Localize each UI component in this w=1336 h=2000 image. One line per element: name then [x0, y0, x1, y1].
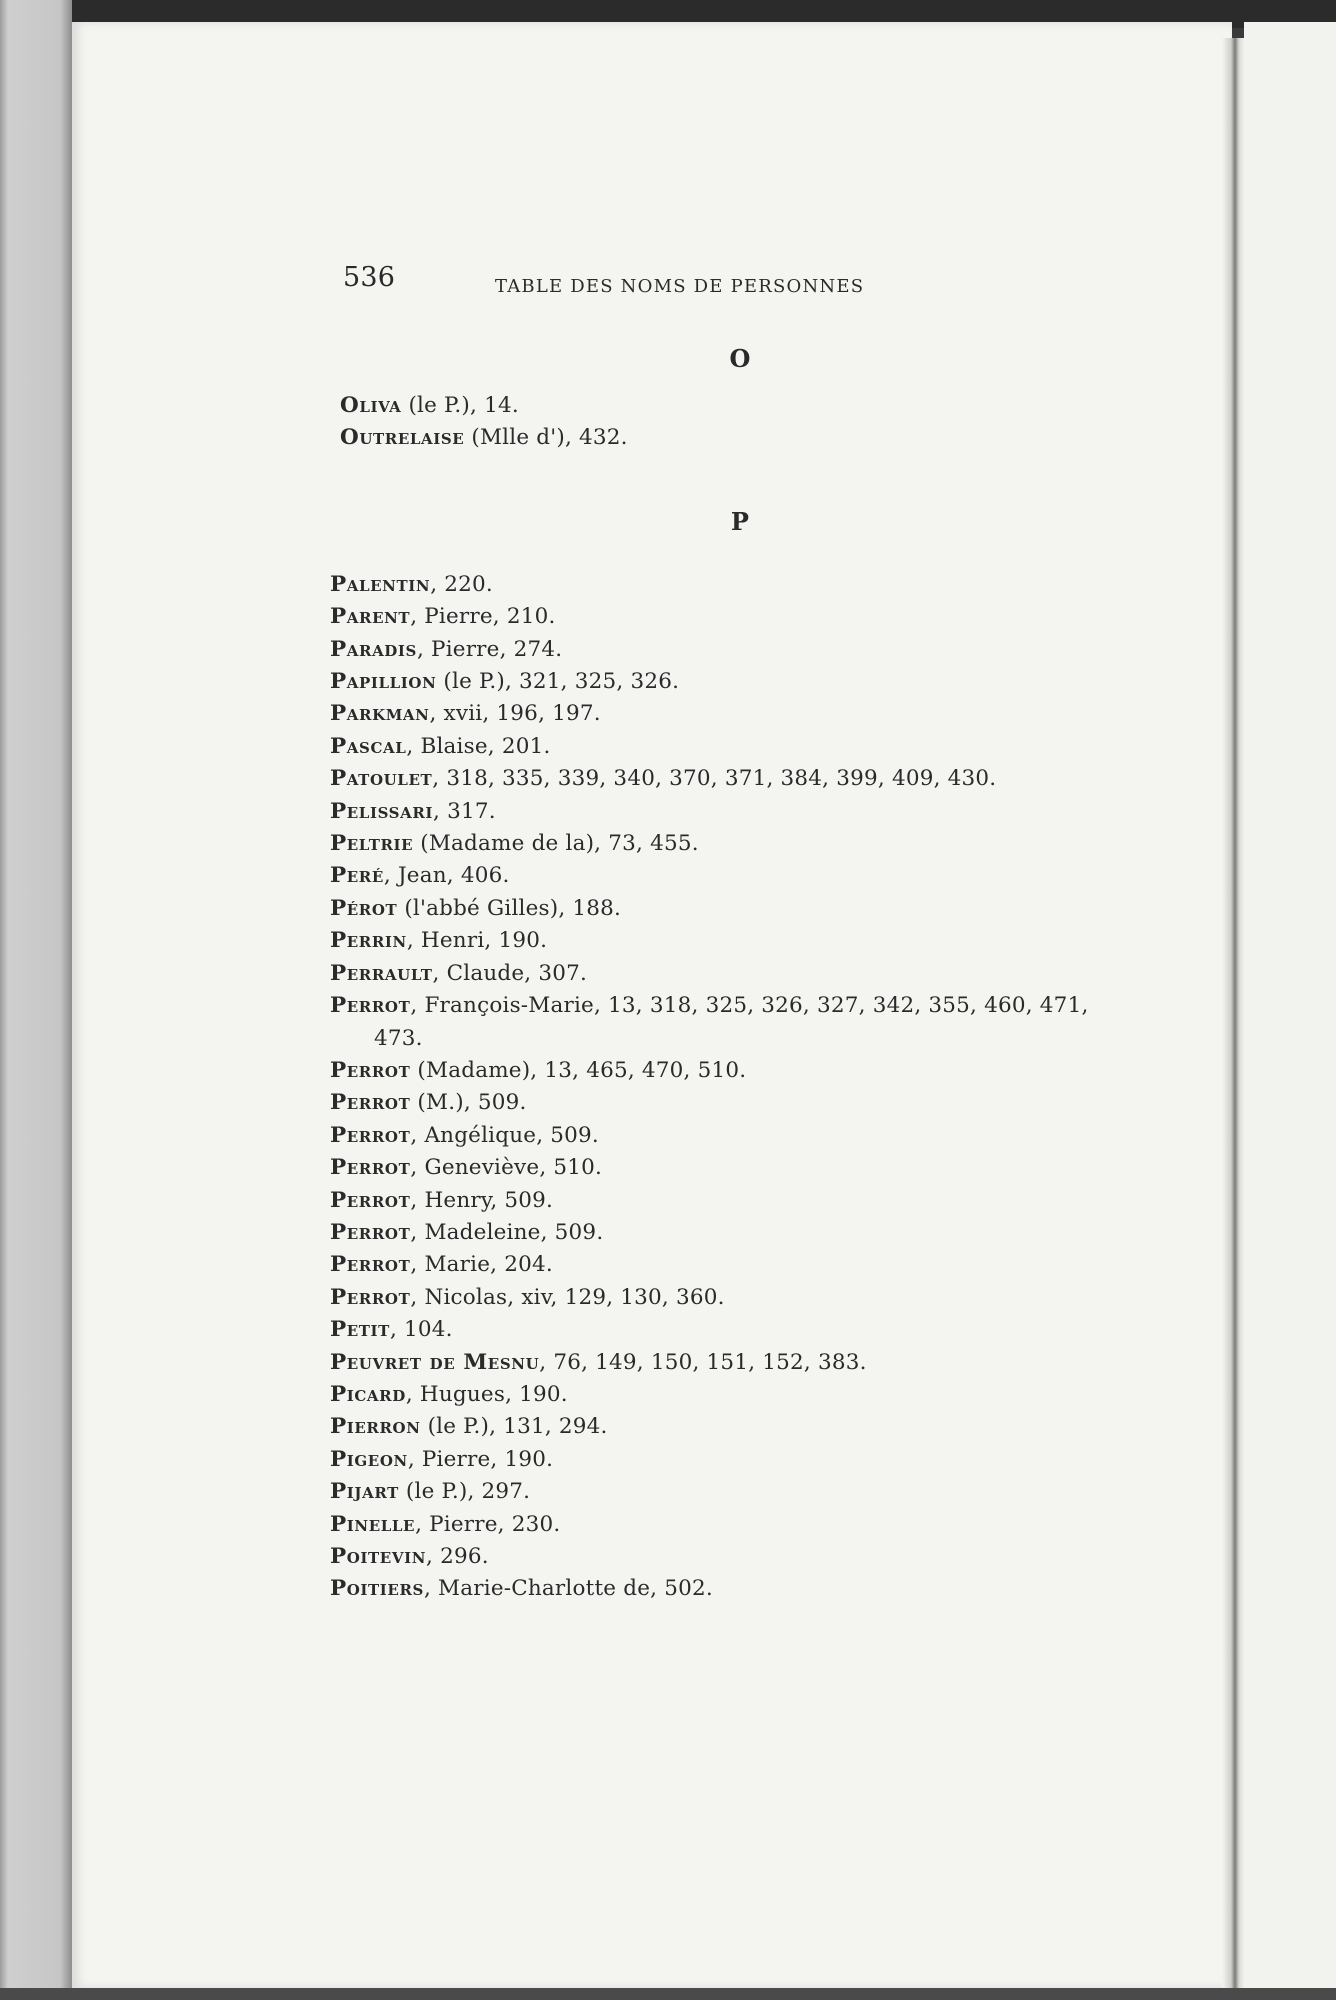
index-entry: Pierron (le P.), 131, 294. — [330, 1414, 608, 1440]
index-entry: Parkman, xvii, 196, 197. — [330, 701, 601, 727]
page-number: 536 — [343, 262, 396, 293]
section-letter-o: O — [729, 344, 751, 373]
index-entry: Peltrie (Madame de la), 73, 455. — [330, 831, 699, 857]
page-text — [330, 262, 1090, 1606]
book-gutter — [1222, 38, 1244, 1988]
index-entry: Palentin, 220. — [330, 571, 493, 597]
index-entry: Perrin, Henri, 190. — [330, 928, 548, 954]
scan-border-left — [0, 0, 72, 2000]
facing-page-edge — [1244, 22, 1336, 1988]
scan-border-bottom — [0, 1988, 1336, 2000]
index-entry: Perrot (Madame), 13, 465, 470, 510. — [330, 1057, 747, 1083]
index-entry: Pascal, Blaise, 201. — [330, 733, 551, 759]
index-entry: Pérot (l'abbé Gilles), 188. — [330, 895, 622, 921]
index-entry: Petit, 104. — [330, 1317, 453, 1343]
index-entry: Pelissari, 317. — [330, 798, 496, 824]
index-entry: Parent, Pierre, 210. — [330, 604, 556, 630]
index-entry: Perrot, Geneviève, 510. — [330, 1155, 603, 1181]
index-entry: Perrot, François-Marie, 13, 318, 325, 326, 327, 342, 355, 460, 471, 473. — [330, 993, 1089, 1051]
index-entry: Pinelle, Pierre, 230. — [330, 1511, 561, 1537]
index-entry: Outrelaise (Mlle d'), 432. — [340, 425, 628, 451]
index-entry: Peuvret de Mesnu, 76, 149, 150, 151, 152, 383. — [330, 1349, 867, 1375]
index-entry: Poitevin, 296. — [330, 1544, 489, 1569]
running-title: TABLE DES NOMS DE PERSONNES — [495, 276, 865, 297]
index-entry: Perrot, Nicolas, xiv, 129, 130, 360. — [330, 1284, 725, 1310]
index-entry: Perrot, Henry, 509. — [330, 1187, 554, 1213]
page-header — [330, 262, 1090, 302]
index-entry: Pijart (le P.), 297. — [330, 1479, 531, 1505]
index-entry: Paradis, Pierre, 274. — [330, 636, 563, 662]
index-entry: Peré, Jean, 406. — [330, 863, 510, 889]
index-entry: Picard, Hugues, 190. — [330, 1381, 568, 1407]
index-entry: Perrot, Madeleine, 509. — [330, 1219, 604, 1245]
index-entry: Perrot, Marie, 204. — [330, 1252, 553, 1278]
index-entry: Oliva (le P.), 14. — [340, 393, 519, 418]
section-letter-p: P — [730, 506, 750, 536]
index-entry: Perrault, Claude, 307. — [330, 960, 588, 986]
index-entry: Patoulet, 318, 335, 339, 340, 370, 371, 384, 399, 409, 430. — [330, 766, 997, 792]
index-list-p — [330, 569, 1090, 1606]
index-list-o — [340, 390, 1090, 455]
index-entry: Papillion (le P.), 321, 325, 326. — [330, 669, 680, 695]
index-entry: Poitiers, Marie-Charlotte de, 502. — [330, 1576, 713, 1602]
index-entry: Pigeon, Pierre, 190. — [330, 1446, 554, 1472]
index-entry: Perrot, Angélique, 509. — [330, 1122, 599, 1148]
index-entry: Perrot (M.), 509. — [330, 1090, 527, 1116]
